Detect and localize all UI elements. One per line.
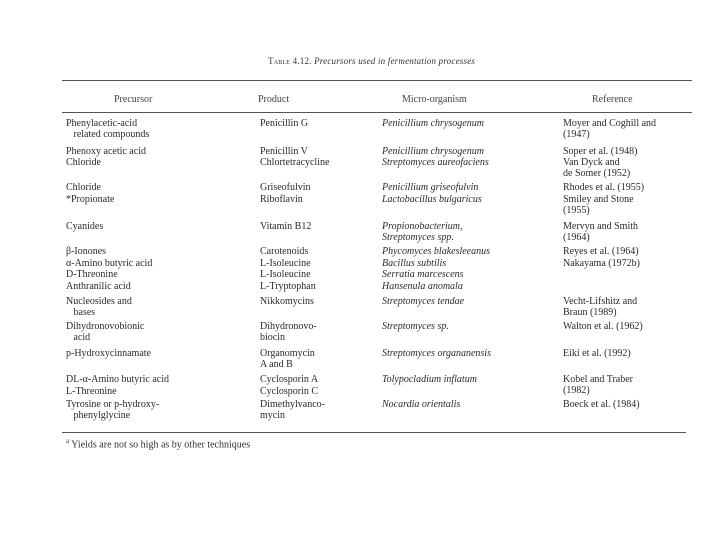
cell-organism: Streptomyces tendae <box>382 296 465 307</box>
cell-reference: Reyes et al. (1964) <box>563 246 639 257</box>
cell-product: Cyclosporin A <box>260 374 319 385</box>
footnote-mark: a <box>66 437 70 445</box>
cell-reference: Mervyn and Smith (1964) <box>563 221 638 244</box>
cell-organism: Propionobacterium, Streptomyces spp. <box>382 221 463 244</box>
header-product: Product <box>258 94 290 105</box>
cell-precursor: β-Ionones <box>66 246 107 257</box>
cell-reference: Kobel and Traber (1982) <box>563 374 633 397</box>
cell-reference: Vecht-Lifshitz and Braun (1989) <box>563 296 638 319</box>
cell-precursor: Phenylacetic-acid related compounds <box>66 118 150 141</box>
cell-product: Vitamin B12 <box>260 221 312 232</box>
cell-precursor: Nucleosides and bases <box>66 296 132 319</box>
cell-precursor: Phenoxy acetic acid <box>66 146 146 157</box>
cell-reference: Soper et al. (1948) <box>563 146 638 157</box>
cell-reference: Eiki et al. (1992) <box>563 348 631 359</box>
cell-product: Nikkomycins <box>260 296 314 307</box>
cell-organism: Streptomyces aureofaciens <box>382 157 489 168</box>
cell-reference: Smiley and Stone (1955) <box>563 194 634 217</box>
cell-precursor: Chloride <box>66 157 101 168</box>
cell-organism: Hansenula anomala <box>382 281 463 292</box>
cell-reference: Rhodes et al. (1955) <box>563 182 645 193</box>
cell-organism: Penicillium chrysogenum <box>382 146 484 157</box>
cell-product: Chlortetracycline <box>260 157 330 168</box>
cell-organism: Penicillium chrysogenum <box>382 118 484 129</box>
cell-product: Penicillin G <box>260 118 309 129</box>
header-rule <box>62 112 692 113</box>
header-precursor: Precursor <box>114 94 153 105</box>
cell-product: Penicillin V <box>260 146 308 157</box>
cell-precursor: L-Threonine <box>66 386 117 397</box>
cell-reference: Nakayama (1972b) <box>563 258 640 269</box>
cell-precursor: D-Threonine <box>66 269 118 280</box>
table-title-caption: Precursors used in fermentation processes <box>314 56 476 66</box>
cell-product: L-Tryptophan <box>260 281 316 292</box>
table-title <box>268 56 475 66</box>
cell-product: L-Isoleucine <box>260 258 311 269</box>
cell-product: Griseofulvin <box>260 182 311 193</box>
table-title-label: Table 4.12. <box>268 56 312 66</box>
cell-organism: Streptomyces sp. <box>382 321 449 332</box>
cell-precursor: α-Amino butyric acid <box>66 258 153 269</box>
cell-product: Carotenoids <box>260 246 309 257</box>
cell-reference: Moyer and Coghill and (1947) <box>563 118 657 141</box>
table-footnote <box>66 437 250 450</box>
cell-organism: Lactobacillus bulgaricus <box>382 194 482 205</box>
cell-product: L-Isoleucine <box>260 269 311 280</box>
cell-product: Riboflavin <box>260 194 303 205</box>
bottom-rule <box>62 432 686 433</box>
cell-precursor: p-Hydroxycinnamate <box>66 348 151 359</box>
cell-product: Cyclosporin C <box>260 386 319 397</box>
cell-product: Dihydronovo- biocin <box>260 321 317 344</box>
cell-organism: Tolypocladium inflatum <box>382 374 477 385</box>
cell-precursor: Chloride <box>66 182 101 193</box>
footnote-text: Yields are not so high as by other techniques <box>71 439 251 451</box>
cell-reference: Van Dyck and de Somer (1952) <box>563 157 631 180</box>
cell-precursor: Cyanides <box>66 221 104 232</box>
header-micro-organism: Micro-organism <box>402 94 467 105</box>
cell-precursor: Tyrosine or p-hydroxy- phenylglycine <box>66 399 160 422</box>
cell-product: Dimethylvanco- mycin <box>260 399 325 422</box>
cell-reference: Boeck et al. (1984) <box>563 399 640 410</box>
top-rule <box>62 80 692 81</box>
cell-organism: Serratia marcescens <box>382 269 464 280</box>
cell-reference: Walton et al. (1962) <box>563 321 643 332</box>
cell-organism: Phycomyces blakesleeanus <box>382 246 491 257</box>
cell-precursor: Anthranilic acid <box>66 281 131 292</box>
cell-product: Organomycin A and B <box>260 348 315 371</box>
cell-precursor: *Propionate <box>66 194 115 205</box>
cell-precursor: DL-α-Amino butyric acid <box>66 374 169 385</box>
header-reference: Reference <box>592 94 633 105</box>
cell-organism: Penicillium griseofulvin <box>382 182 479 193</box>
cell-precursor: Dihydronovobionic acid <box>66 321 145 344</box>
cell-organism: Nocardia orientalis <box>382 399 461 410</box>
cell-organism: Bacillus subtilis <box>382 258 447 269</box>
cell-organism: Streptomyces organanensis <box>382 348 491 359</box>
